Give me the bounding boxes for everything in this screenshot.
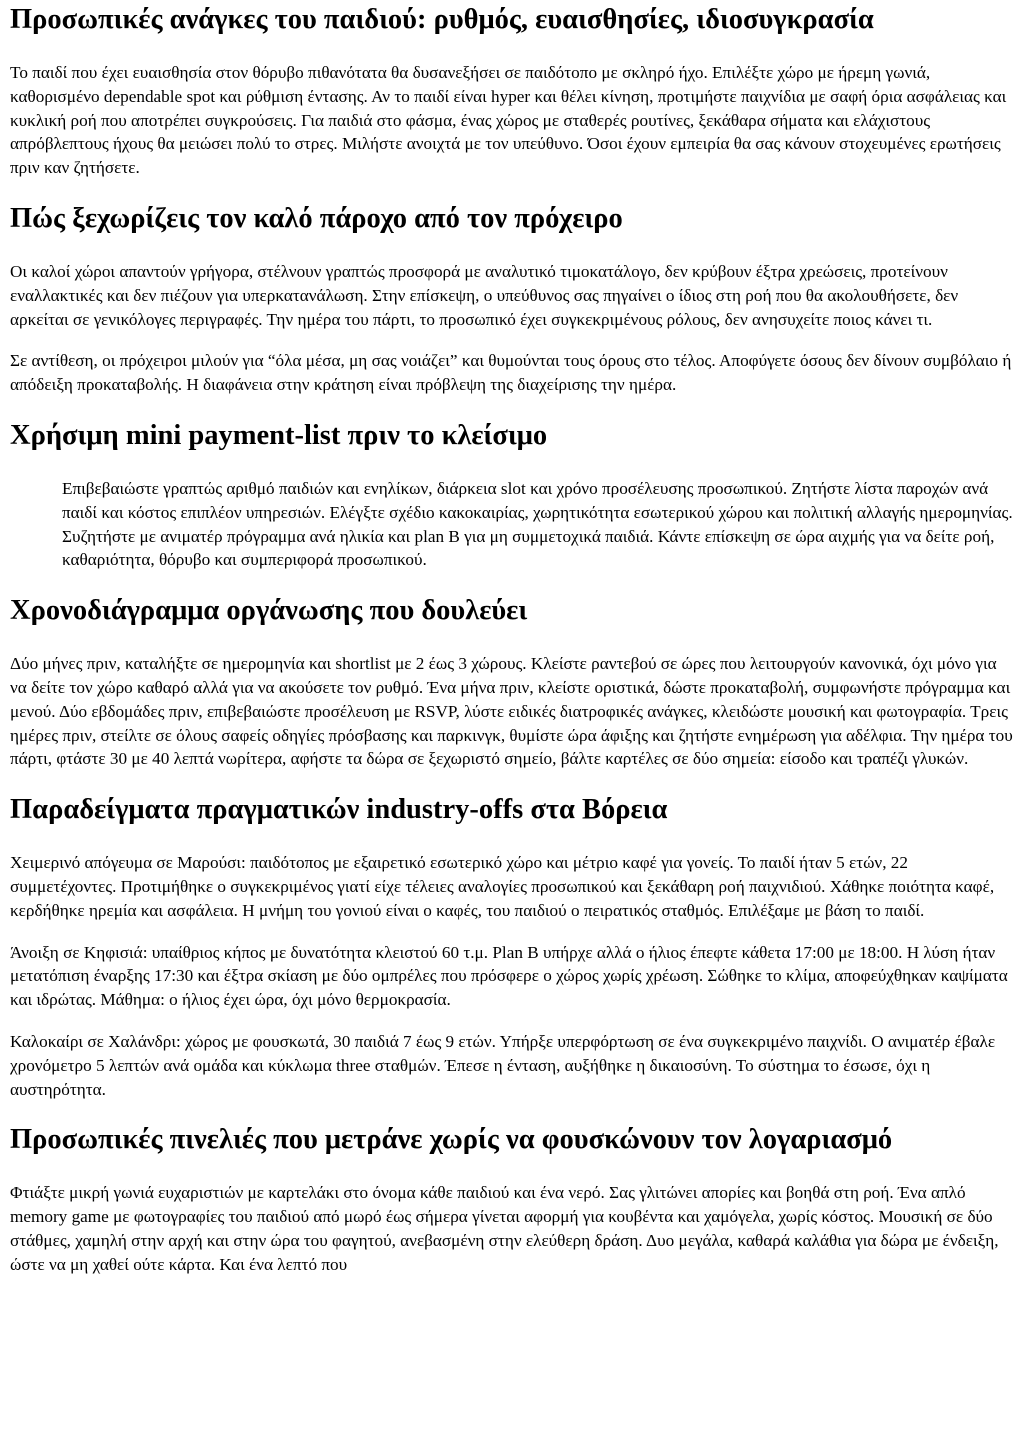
section-heading: Χρήσιμη mini payment-list πριν το κλείσιμο [10, 419, 548, 451]
section-good-vs-sloppy-provider [10, 202, 1014, 397]
section-personal-touches [10, 1123, 1014, 1276]
paragraph: Οι καλοί χώροι απαντούν γρήγορα, στέλνουν γραπτώς προσφορά με αναλυτικό τιμοκατάλογο, δεν κρύβουν έξτρα χρεώσεις, προτείνουν εναλλακτικές και δεν πιέζουν για υπερκατανάλωση. Στην επίσκεψη, ο υπεύθυνος σας πηγαίνει ο ίδιος στη ροή που θα ακολουθήσετε, δεν αρκείται σε γενικόλογες περιγραφές. Την ημέρα του πάρτι, το προσωπικό έχει συγκεκριμένους ρόλους, δεν ανησυχείτε ποιος κάνει τι. [10, 261, 959, 329]
section-heading: Προσωπικές ανάγκες του παιδιού: ρυθμός, ευαισθησίες, ιδιοσυγκρασία [10, 4, 874, 35]
checklist-quote [62, 477, 1014, 572]
paragraph: Χειμερινό απόγευμα σε Μαρούσι: παιδότοπος με εξαιρετικό εσωτερικό χώρο και μέτριο καφέ για γονείς. Το παιδί ήταν 5 ετών, 22 συμμετέχοντες. Προτιμήθηκε ο συγκεκριμένος γιατί είχε τέλειες αναλογίες προσωπικού και ξεκάθαρη ροή παιχνιδιού. Χάθηκε ποιότητα καφέ, κερδήθηκε ηρεμία και ασφάλεια. Η μνήμη του γονιού είναι ο καφές, του παιδιού ο πειρατικός σταθμός. Επιλέξαμε με βάση το παιδί. [10, 853, 995, 920]
quote-text: Επιβεβαιώστε γραπτώς αριθμό παιδιών και ενηλίκων, διάρκεια slot και χρόνο προσέλευσης προσωπικού. Ζητήστε λίστα παροχών ανά παιδί και κόστος επιπλέον υπηρεσιών. Ελέγξτε σχέδιο κακοκαιρίας, χωρητικότητα εσωτερικού χώρου και πολιτική αλλαγής ημερομηνίας. Συζητήστε με ανιματέρ πρόγραμμα ανά ηλικία και plan B για μη συμμετοχικά παιδιά. Κάντε επίσκεψη σε ώρα αιχμής για να δείτε ροή, καθαριότητα, θόρυβο και συμπεριφορά προσωπικού. [62, 478, 1013, 570]
article [0, 3, 1024, 1277]
paragraph: Καλοκαίρι σε Χαλάνδρι: χώρος με φουσκωτά, 30 παιδιά 7 έως 9 ετών. Υπήρξε υπερφόρτωση σε ένα συγκεκριμένο παιχνίδι. Ο ανιματέρ έβαλε χρονόμετρο 5 λεπτών ανά ομάδα και κύκλωμα three σταθμών. Έπεσε η ένταση, αυξήθηκε η δικαιοσύνη. Το σύστημα το έσωσε, όχι η αυστηρότητα. [10, 1031, 996, 1099]
section-heading: Παραδείγματα πραγματικών industry-offs στα Βόρεια [10, 794, 668, 826]
section-heading: Προσωπικές πινελιές που μετράνε χωρίς να φουσκώνουν τον λογαριασμό [10, 1124, 893, 1156]
paragraph: Σε αντίθεση, οι πρόχειροι μιλούν για “όλα μέσα, μη σας νοιάζει” και θυμούνται τους όρους στο τέλος. Αποφύγετε όσους δεν δίνουν συμβόλαιο ή απόδειξη προκαταβολής. Η διαφάνεια στην κράτηση είναι πρόβλεψη της διαχείρισης την ημέρα. [10, 351, 1012, 395]
section-examples [10, 793, 1014, 1101]
paragraph: Άνοιξη σε Κηφισιά: υπαίθριος κήπος με δυνατότητα κλειστού 60 τ.μ. Plan B υπήρχε αλλά ο ήλιος έπεφτε κάθετα 17:00 με 18:00. Η λύση ήταν μετατόπιση έναρξης 17:30 και έξτρα σκίαση με δύο ομπρέλες που πρόσφερε ο χώρος χωρίς χρέωση. Σώθηκε το κλίμα, αποφεύχθηκαν καψίματα και ιδρώτας. Μάθημα: ο ήλιος έχει ώρα, όχι μόνο θερμοκρασία. [10, 942, 1008, 1010]
section-heading: Πώς ξεχωρίζεις τον καλό πάροχο από τον πρόχειρο [10, 202, 623, 234]
section-timeline [10, 594, 1014, 771]
section-child-needs [10, 3, 1014, 180]
paragraph: Δύο μήνες πριν, καταλήξτε σε ημερομηνία και shortlist με 2 έως 3 χώρους. Κλείστε ραντεβού σε ώρες που λειτουργούν κανονικά, όχι μόνο για να δείτε τον χώρο καθαρό αλλά για να ακούσετε τον ρυθμό. Ένα μήνα πριν, κλείστε οριστικά, δώστε προκαταβολή, συμφωνήστε πρόγραμμα και μενού. Δύο εβδομάδες πριν, επιβεβαιώστε προσέλευση με RSVP, λύστε ειδικές διατροφικές ανάγκες, κλειδώστε μουσική και φωτογραφία. Τρεις ημέρες πριν, στείλτε σε όλους σαφείς οδηγίες πρόσβασης και παρκινγκ, θυμίστε ώρα άφιξης και ζητήστε ενημέρωση για αδέλφια. Την ημέρα του πάρτι, φτάστε 30 με 40 λεπτά νωρίτερα, αφήστε τα δώρα σε ξεχωριστό σημείο, βάλτε καρτέλες σε δύο σημεία: είσοδο και τραπέζι γλυκών. [10, 654, 1013, 769]
section-heading: Χρονοδιάγραμμα οργάνωσης που δουλεύει [10, 595, 528, 627]
paragraph: Φτιάξτε μικρή γωνιά ευχαριστιών με καρτελάκι στο όνομα κάθε παιδιού και ένα νερό. Σας γλιτώνει απορίες και βοηθά στη ροή. Ένα απλό memory game με φωτογραφίες του παιδιού από μωρό έως σήμερα γίνεται αφορμή για κουβέντα και χαμόγελα, χωρίς κόστος. Μουσική σε δύο στάθμες, χαμηλή στην αρχή και στην ώρα του φαγητού, ανεβασμένη στην ελεύθερη δράση. Δυο μεγάλα, καθαρά καλάθια για δώρα με ένδειξη, ώστε να μη χαθεί ούτε κάρτα. Και ένα λεπτό που [10, 1183, 999, 1274]
paragraph: Το παιδί που έχει ευαισθησία στον θόρυβο πιθανότατα θα δυσανεξήσει σε παιδότοπο με σκληρό ήχο. Επιλέξτε χώρο με ήρεμη γωνιά, καθορισμένο dependable spot και ρύθμιση έντασης. Αν το παιδί είναι hyper και θέλει κίνηση, προτιμήστε παιχνίδια με σαφή όρια ασφάλειας και κυκλική ροή που αποτρέπει συγκρούσεις. Για παιδιά στο φάσμα, ένας χώρος με σταθερές ρουτίνες, ξεκάθαρα σήματα και ελάχιστους απρόβλεπτους ήχους θα μειώσει πολύ το στρες. Μιλήστε ανοιχτά με τον υπεύθυνο. Όσοι έχουν εμπειρία θα σας κάνουν στοχευμένες ερωτήσεις πριν καν ζητήσετε. [10, 63, 1007, 178]
section-payment-list [10, 419, 1014, 572]
